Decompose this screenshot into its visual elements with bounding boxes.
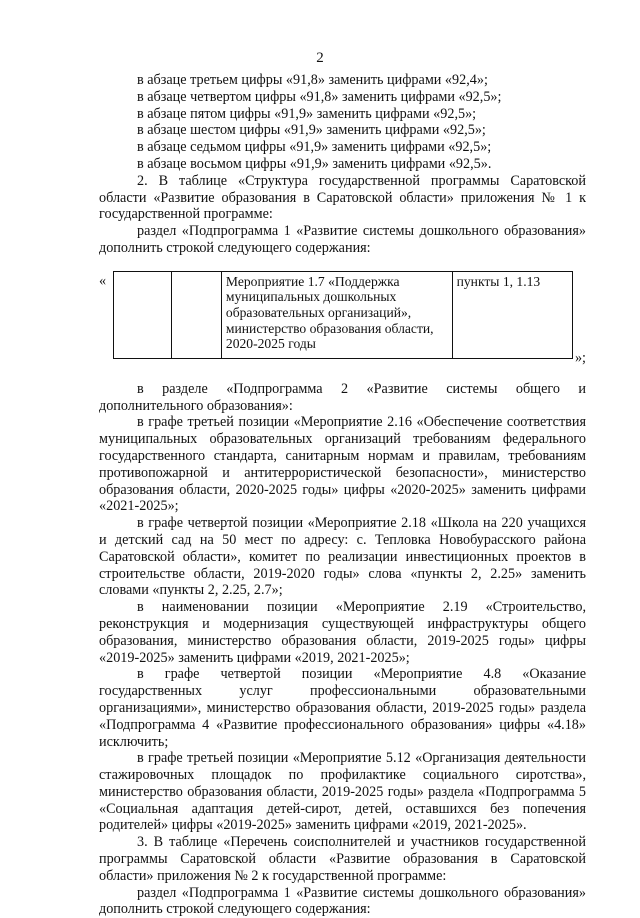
paragraph: раздел «Подпрограмма 1 «Развитие системы дошкольного образования» дополнить строкой следующего содержания:: [99, 223, 586, 256]
intro-line: в абзаце четвертом цифры «91,8» заменить цифрами «92,5»;: [137, 88, 502, 105]
table-row: [114, 271, 573, 358]
intro-line: в абзаце седьмом цифры «91,9» заменить цифрами «92,5»;: [137, 139, 492, 156]
intro-line: в абзаце пятом цифры «91,9» заменить цифрами «92,5»;: [137, 105, 477, 122]
closing-quote: »;: [574, 349, 586, 366]
paragraph: в графе третьей позиции «Мероприятие 5.12 «Организация деятельности стажировочных площадок по профилактике социального сиротства», министерство образования области, 2019-2025 годы» раздела «Подпрограмма 5 «Социальная адаптация детей-сирот, детей, оставшихся без попечения родителей» цифры «2019-2025» заменить цифрами «2019, 2021-2025».: [99, 750, 586, 834]
table-cell: [171, 271, 221, 358]
intro-line: в абзаце восьмом цифры «91,9» заменить цифрами «92,5».: [137, 155, 492, 172]
paragraph: в наименовании позиции «Мероприятие 2.19 «Строительство, реконструкция и модернизация существующей инфраструктуры общего образования, министерство образования области, 2019-2025 годы» цифры «2019-2025» заменить цифрами «2019, 2021-2025»;: [99, 599, 586, 666]
paragraph: в графе четвертой позиции «Мероприятие 2.18 «Школа на 220 учащихся и детский сад на 50 мест по адресу: с. Тепловка Новобурасского района Саратовской области», комитет по реализации инвестиционных проектов в строительстве области, 2019-2020 годы» слова «пункты 2, 2.25» заменить словами «пункты 2, 2.25, 2.7»;: [99, 515, 586, 599]
inserted-row-block: [99, 271, 586, 367]
paragraph: в графе третьей позиции «Мероприятие 2.16 «Обеспечение соответствия муниципальных образовательных организаций требованиям федерального государственного стандарта, санитарным нормам и правилам, требованиям противопожарной и антитеррористической безопасности», министерство образования области, 2020-2025 годы» цифры «2020-2025» заменить цифрами «2021-2025»;: [99, 414, 586, 515]
paragraph: раздел «Подпрограмма 1 «Развитие системы дошкольного образования» дополнить строкой следующего содержания:: [99, 884, 586, 918]
inserted-row-table: [113, 271, 573, 359]
paragraph: в разделе «Подпрограмма 2 «Развитие системы общего и дополнительного образования»:: [99, 380, 586, 414]
opening-quote: «: [99, 272, 107, 289]
table-cell: [114, 271, 172, 358]
paragraph: 3. В таблице «Перечень соисполнителей и участников государственной программы Саратовской области «Развитие образования в Саратовской области» приложения № 2 к государственной программе:: [99, 834, 586, 884]
paragraph: 2. В таблице «Структура государственной программы Саратовской области «Развитие образования в Саратовской области» приложения № 1 к государственной программе:: [99, 172, 586, 223]
document-body: [99, 72, 586, 918]
intro-line: в абзаце третьем цифры «91,8» заменить цифрами «92,4»;: [137, 72, 488, 88]
page-number: 2: [316, 50, 324, 66]
table-cell: Мероприятие 1.7 «Поддержка муниципальных дошкольных образовательных организаций», министерство образования области, 2020-2025 годы: [221, 271, 452, 358]
paragraph: в графе четвертой позиции «Мероприятие 4.8 «Оказание государственных услуг профессиональными образовательными организациями», министерство образования области, 2019-2025 годы» раздела «Подпрограмма 4 «Развитие профессионального образования» цифры «4.18» исключить;: [99, 666, 586, 750]
table-cell: пункты 1, 1.13: [452, 271, 572, 358]
intro-line: в абзаце шестом цифры «91,9» заменить цифрами «92,5»;: [137, 122, 486, 139]
